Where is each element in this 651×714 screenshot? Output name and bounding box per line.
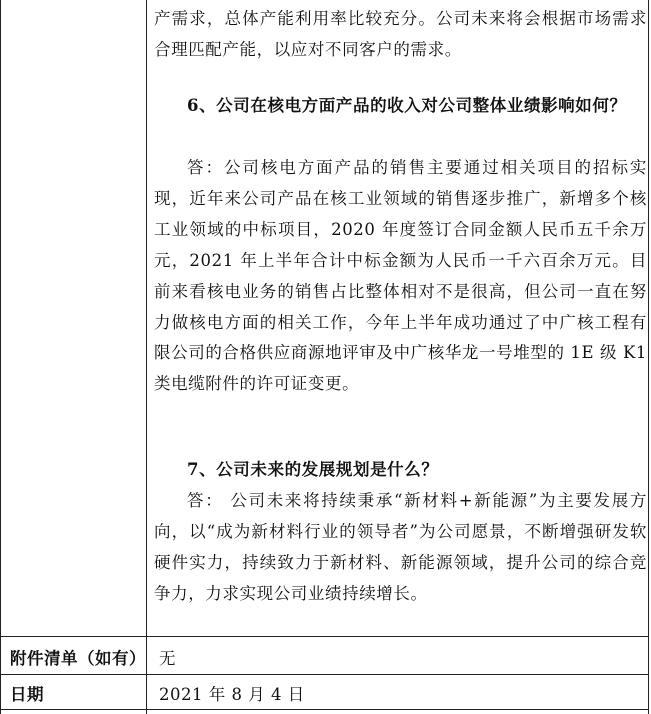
question-6 bbox=[154, 91, 647, 122]
paragraph-production bbox=[154, 4, 647, 66]
date-value: 2021 年 8 月 4 日 bbox=[159, 685, 305, 704]
table-border-left bbox=[0, 0, 1, 714]
date-label: 日期 bbox=[10, 685, 44, 704]
table-border-bottom bbox=[0, 709, 649, 710]
question-text: 6、公司在核电方面产品的收入对公司整体业绩影响如何？ bbox=[187, 96, 627, 115]
attachments-value: 无 bbox=[159, 649, 176, 668]
answer-7 bbox=[154, 486, 647, 610]
paragraph-text: 产需求，总体产能利用率比较充分。公司未来将会根据市场需求合理匹配产能，以应对不同客户的需求。 bbox=[154, 9, 647, 59]
answer-text: 答：公司核电方面产品的销售主要通过相关项目的招标实现，近年来公司产品在核工业领域的销售逐步推广，新增多个核工业领域的中标项目，2020 年度签订合同金额人民币五千余万元，2021 年上半年合计中标金额为人民币一千六百余万元。目前来看核电业务的销售占比整体相对不是很高，但公司一直在努力做核电方面的相关工作，今年上半年成功通过了中广核工程有限公司的合格供应商源地评审及中广核华龙一号堆型的 1E 级 K1 类电缆附件的许可证变更。 bbox=[154, 158, 647, 394]
question-text: 7、公司未来的发展规划是什么？ bbox=[187, 460, 439, 479]
answer-text: 答： 公司未来将持续秉承“新材料+新能源”为主要发展方向，以“成为新材料行业的领导者”为公司愿景，不断增强研发软硬件实力，持续致力于新材料、新能源领域，提升公司的综合竞争力，力求实现公司业绩持续增长。 bbox=[154, 491, 647, 603]
table-border-right bbox=[648, 0, 649, 714]
answer-6 bbox=[154, 153, 647, 400]
column-divider bbox=[146, 0, 147, 714]
row-divider-attachments bbox=[0, 636, 649, 637]
question-7 bbox=[154, 455, 647, 486]
attachments-label: 附件清单（如有） bbox=[10, 649, 146, 668]
row-divider-date bbox=[0, 674, 649, 675]
